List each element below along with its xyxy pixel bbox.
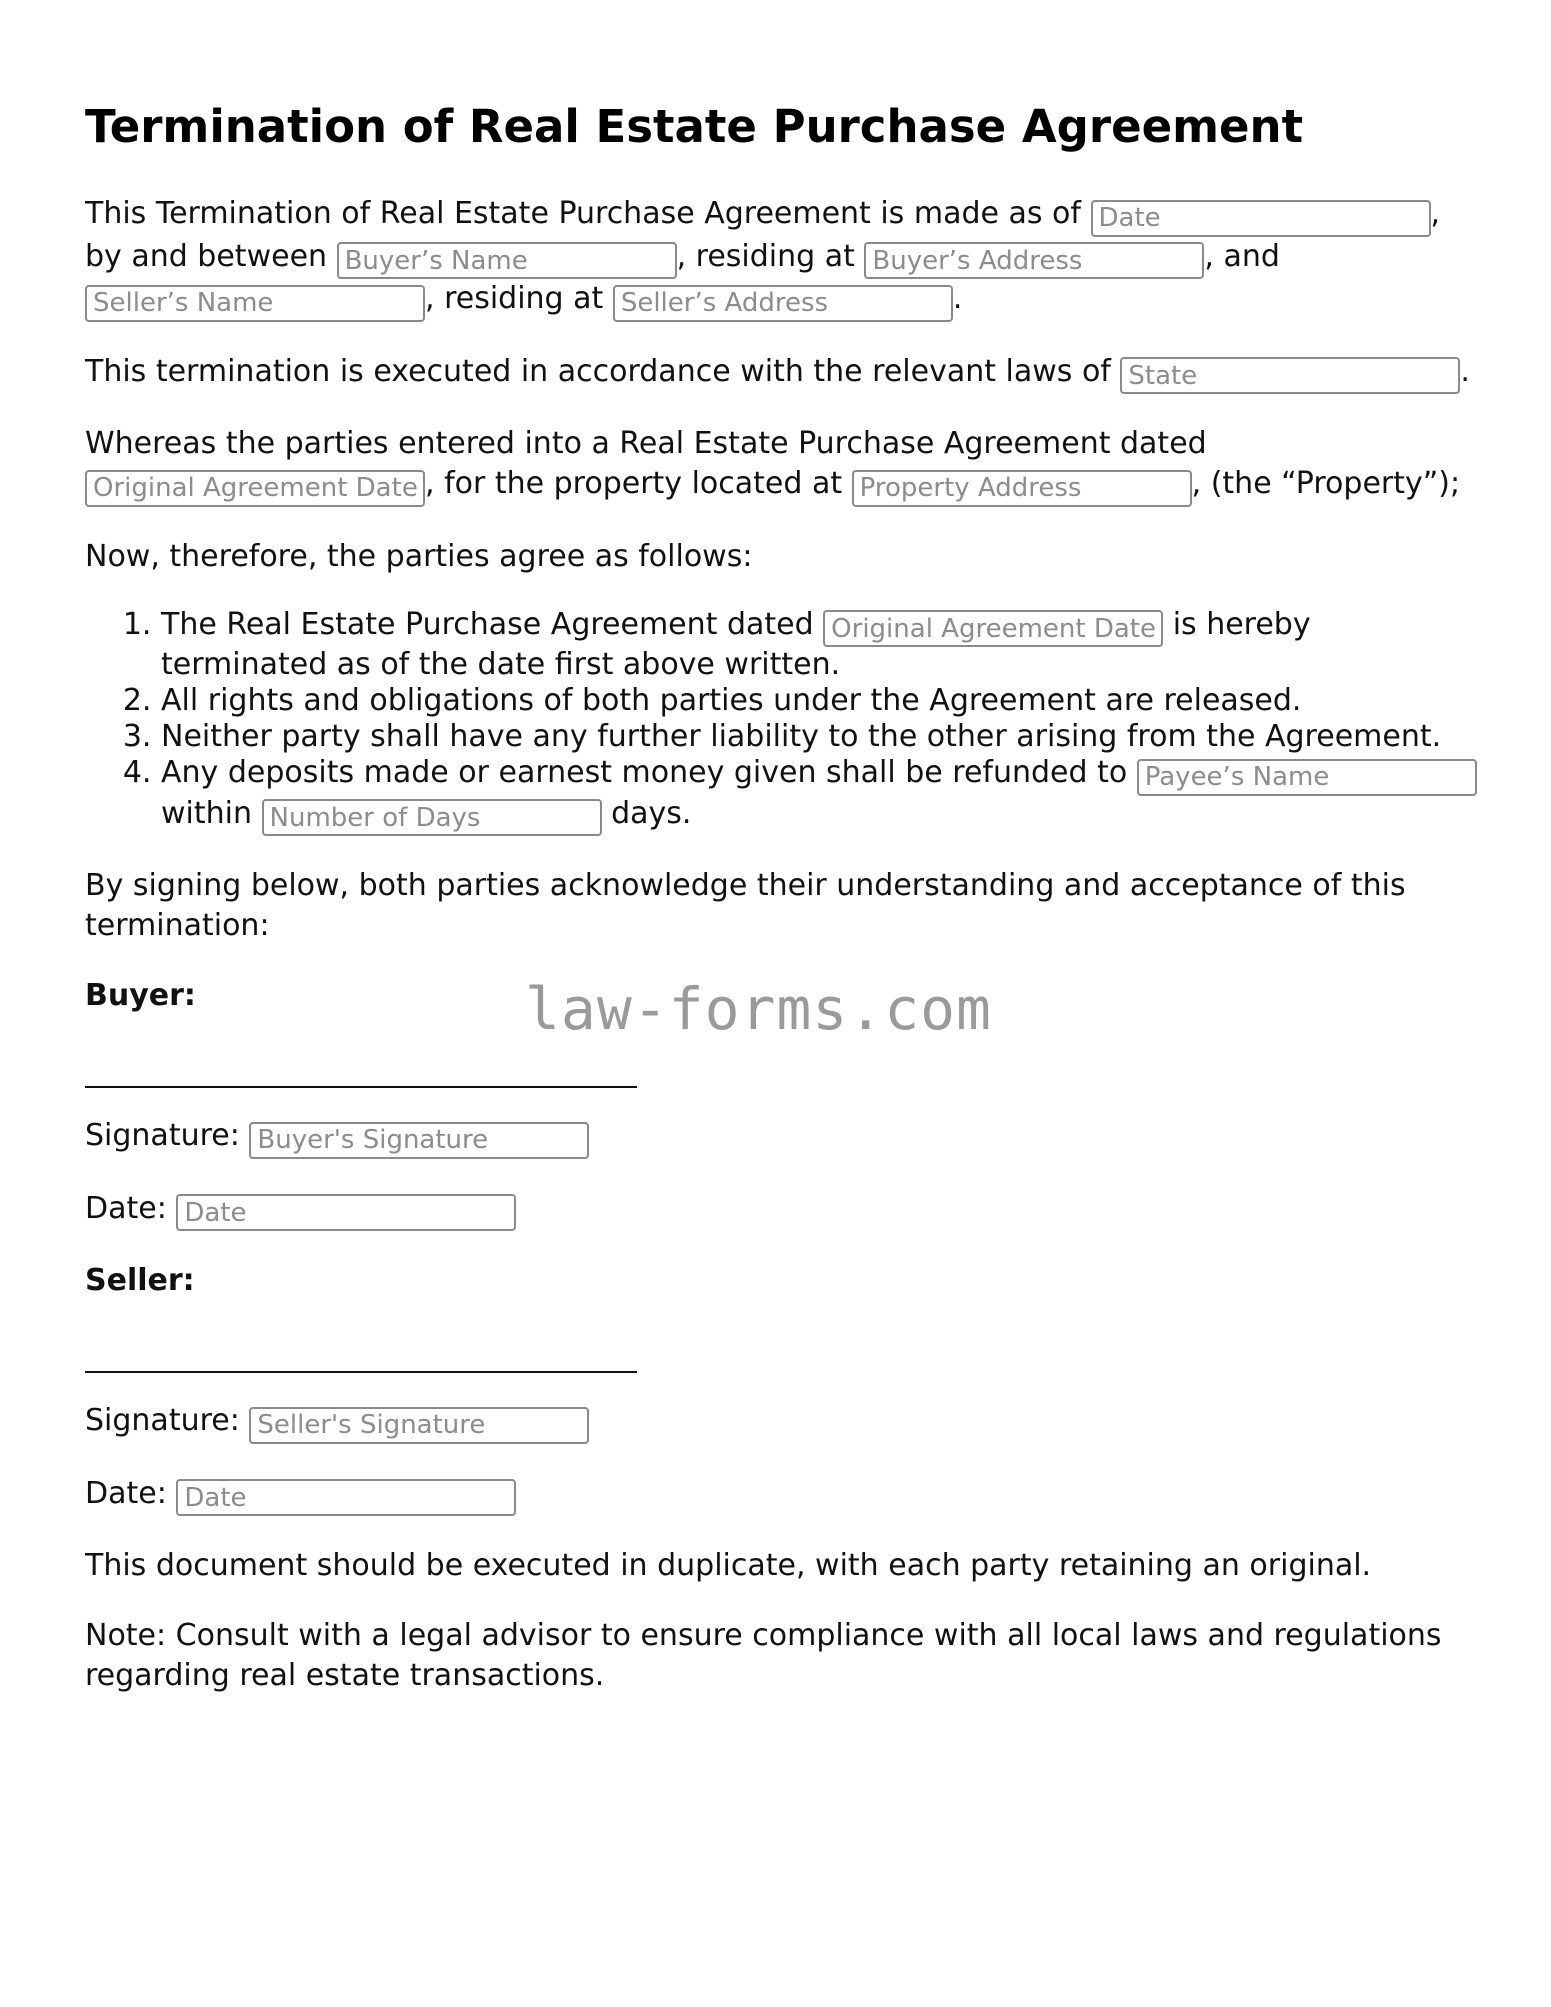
- seller-signature-row: [85, 1401, 1485, 1444]
- law-text-1: This termination is executed in accordance with the relevant laws of: [85, 353, 1121, 389]
- buyer-signature-line: [85, 1046, 637, 1088]
- governing-law-paragraph: [85, 352, 1485, 395]
- seller-date-input[interactable]: [176, 1479, 516, 1516]
- intro-text-3: , residing at: [676, 238, 865, 274]
- intro-text-6: .: [952, 281, 963, 316]
- state-input[interactable]: [1120, 357, 1460, 394]
- buyer-date-label: Date:: [85, 1190, 177, 1226]
- term4-text-3: days.: [601, 795, 692, 831]
- buyer-name-input[interactable]: [337, 242, 677, 279]
- seller-signature-line: [85, 1331, 637, 1373]
- original-agreement-date-input[interactable]: [85, 470, 425, 507]
- term-item-3: 3. Neither party shall have any further liability to the other arising from the Agreement.: [161, 719, 1485, 755]
- buyer-date-row: [85, 1189, 1485, 1232]
- agreement-date-input[interactable]: [1091, 200, 1431, 237]
- legal-note: Note: Consult with a legal advisor to ensure compliance with all local laws and regulations regarding real estate transactions.: [85, 1618, 1442, 1693]
- intro-text-5: , residing at: [425, 281, 613, 316]
- terms-list: [85, 607, 1485, 837]
- whereas-paragraph: [85, 424, 1485, 507]
- intro-paragraph: [85, 194, 1485, 322]
- buyer-signature-row: [85, 1116, 1485, 1159]
- document-page: [85, 100, 1485, 1726]
- term-original-agreement-date-input[interactable]: [823, 610, 1163, 647]
- term1-text-1: The Real Estate Purchase Agreement dated: [161, 606, 824, 642]
- term-item-2: 2. All rights and obligations of both parties under the Agreement are released.: [161, 683, 1485, 719]
- intro-text-1: This Termination of Real Estate Purchase Agreement is made as of: [85, 196, 1091, 231]
- seller-signature-label: Signature:: [85, 1403, 250, 1438]
- seller-signature-input[interactable]: [249, 1407, 589, 1444]
- property-address-input[interactable]: [852, 470, 1192, 507]
- buyer-address-input[interactable]: [864, 242, 1204, 279]
- term-item-4: [161, 755, 1485, 836]
- seller-date-row: [85, 1474, 1485, 1517]
- seller-label: Seller:: [85, 1263, 195, 1298]
- term-item-1: [161, 607, 1485, 684]
- term1-text-2: is hereby terminated as of the date first above written.: [161, 606, 1311, 682]
- whereas-text-2: , for the property located at: [425, 466, 852, 501]
- duplicate-note: This document should be executed in duplicate, with each party retaining an original.: [85, 1548, 1372, 1583]
- law-text-2: .: [1460, 353, 1470, 389]
- acknowledge-paragraph: By signing below, both parties acknowledge their understanding and acceptance of this termination:: [85, 868, 1406, 943]
- seller-name-input[interactable]: [85, 285, 425, 322]
- seller-date-label: Date:: [85, 1475, 177, 1511]
- document-title: Termination of Real Estate Purchase Agreement: [85, 100, 1304, 153]
- term4-text-1: Any deposits made or earnest money given shall be refunded to: [161, 755, 1137, 790]
- buyer-date-input[interactable]: [176, 1194, 516, 1231]
- buyer-signature-input[interactable]: [249, 1122, 589, 1159]
- buyer-label: Buyer:: [85, 978, 196, 1013]
- number-of-days-input[interactable]: [262, 799, 602, 836]
- whereas-text-1: Whereas the parties entered into a Real Estate Purchase Agreement dated: [85, 426, 1207, 461]
- watermark: law-forms.com: [525, 975, 992, 1043]
- intro-text-4: , and: [1204, 238, 1280, 274]
- whereas-text-3: , (the “Property”);: [1191, 466, 1461, 501]
- intro-text-2: , by and between: [85, 196, 1441, 274]
- now-therefore-paragraph: Now, therefore, the parties agree as follows:: [85, 538, 753, 574]
- buyer-signature-label: Signature:: [85, 1118, 250, 1153]
- payee-name-input[interactable]: [1137, 759, 1477, 796]
- seller-address-input[interactable]: [613, 285, 953, 322]
- term4-text-2: within: [161, 795, 262, 831]
